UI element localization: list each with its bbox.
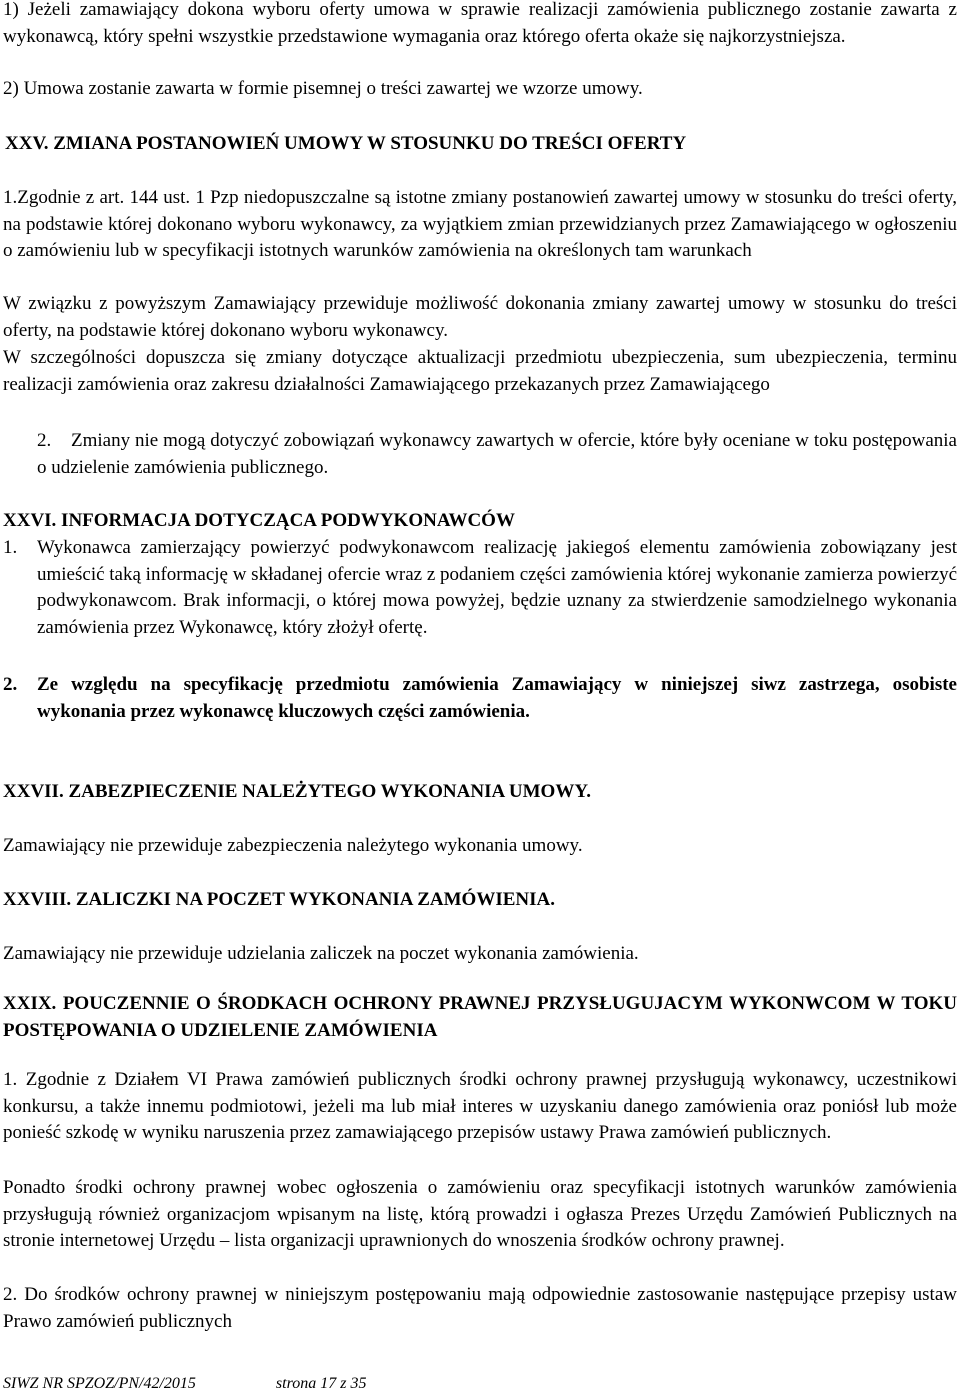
- footer-page-number: strona 17 z 35: [275, 1375, 367, 1392]
- section-xxv-point-2: Zmiany nie mogą dotyczyć zobowiązań wykonawcy zawartych w ofercie, które były oceniane w toku postępowania o udzielenie zamówienia publicznego.: [37, 430, 957, 478]
- section-xxv-paragraph-2: W związku z powyższym Zamawiający przewiduje możliwość dokonania zmiany zawartej umowy w stosunku do treści oferty, na podstawie której dokonano wyboru wykonawcy.: [3, 293, 957, 341]
- footer-document-reference: SIWZ NR SPZOZ/PN/42/2015: [3, 1375, 196, 1392]
- section-xxvi-point-2-number: 2.: [3, 674, 18, 695]
- section-xxviii-text: Zamawiający nie przewiduje udzielania zaliczek na poczet wykonania zamówienia.: [3, 943, 639, 964]
- section-xxix-point-1: 1. Zgodnie z Działem VI Prawa zamówień publicznych środki ochrony prawnej przysługują wykonawcy, uczestnikowi konkursu, a także innemu podmiotowi, jeżeli ma lub miał interes w uzyskaniu danego zamówienia oraz poniósł lub może ponieść szkodę w wyniku naruszenia przez zamawiającego przepisów ustawy Prawa zamówień publicznych.: [3, 1069, 957, 1143]
- section-xxix-point-2: 2. Do środków ochrony prawnej w niniejszym postępowaniu mają odpowiednie zastosowanie następujące przepisy ustaw Prawo zamówień publicznych: [3, 1284, 957, 1332]
- section-heading-xxvii: XXVII. ZABEZPIECZENIE NALEŻYTEGO WYKONANIA UMOWY.: [3, 781, 592, 802]
- section-xxvi-point-1-number: 1.: [3, 537, 18, 558]
- page-footer: [3, 1374, 366, 1394]
- section-heading-xxviii: XXVIII. ZALICZKI NA POCZET WYKONANIA ZAMÓWIENIA.: [3, 889, 555, 910]
- section-xxv-paragraph-3: W szczególności dopuszcza się zmiany dotyczące aktualizacji przedmiotu ubezpieczenia, sum ubezpieczenia, terminu realizacji zamówienia oraz zakresu działalności Zamawiającego przekazanych przez Zamawiającego: [3, 347, 957, 395]
- section-heading-xxix: XXIX. POUCZENNIE O ŚRODKACH OCHRONY PRAWNEJ PRZYSŁUGUJACYM WYKONWCOM W TOKU POSTĘPOWANIA O UDZIELENIE ZAMÓWIENIA: [3, 993, 957, 1041]
- section-xxix-paragraph-2: Ponadto środki ochrony prawnej wobec ogłoszenia o zamówieniu oraz specyfikacji istotnych warunków zamówienia przysługują również organizacjom wpisanym na listę, którą prowadzi i ogłasza Prezes Urzędu Zamówień Publicznych na stronie internetowej Urzędu – lista organizacji uprawnionych do wnoszenia środków ochrony prawnej.: [3, 1177, 957, 1251]
- section-heading-xxvi: XXVI. INFORMACJA DOTYCZĄCA PODWYKONAWCÓW: [3, 510, 515, 531]
- paragraph-2: 2) Umowa zostanie zawarta w formie pisemnej o treści zawartej we wzorze umowy.: [3, 78, 643, 99]
- section-xxv-point-2-number: 2.: [37, 430, 52, 451]
- section-xxvi-point-1: Wykonawca zamierzający powierzyć podwykonawcom realizację jakiegoś elementu zamówienia zobowiązany jest umieścić taką informację w składanej ofercie wraz z podaniem części zamówienia której wykonanie zamierza powierzyć podwykonawcom. Brak informacji, o której mowa powyżej, będzie uznany za stwierdzenie samodzielnego wykonania zamówienia przez Wykonawcę, który złożył ofertę.: [37, 537, 957, 638]
- section-xxvii-text: Zamawiający nie przewiduje zabezpieczenia należytego wykonania umowy.: [3, 835, 583, 856]
- section-heading-xxv: XXV. ZMIANA POSTANOWIEŃ UMOWY W STOSUNKU DO TREŚCI OFERTY: [5, 133, 687, 154]
- section-xxvi-point-2: Ze względu na specyfikację przedmiotu zamówienia Zamawiający w niniejszej siwz zastrzega, osobiste wykonania przez wykonawcę kluczowych części zamówienia.: [37, 674, 957, 722]
- section-xxv-point-1: 1.Zgodnie z art. 144 ust. 1 Pzp niedopuszczalne są istotne zmiany postanowień zawartej umowy w stosunku do treści oferty, na podstawie której dokonano wyboru wykonawcy, za wyjątkiem zmian przewidzianych przez Zamawiającego w ogłoszeniu o zamówieniu lub w specyfikacji istotnych warunków zamówienia na określonych tam warunkach: [3, 187, 957, 261]
- paragraph-1: 1) Jeżeli zamawiający dokona wyboru oferty umowa w sprawie realizacji zamówienia publicznego zostanie zawarta z wykonawcą, który spełni wszystkie przedstawione wymagania oraz którego oferta okaże się najkorzystniejsza.: [3, 0, 957, 47]
